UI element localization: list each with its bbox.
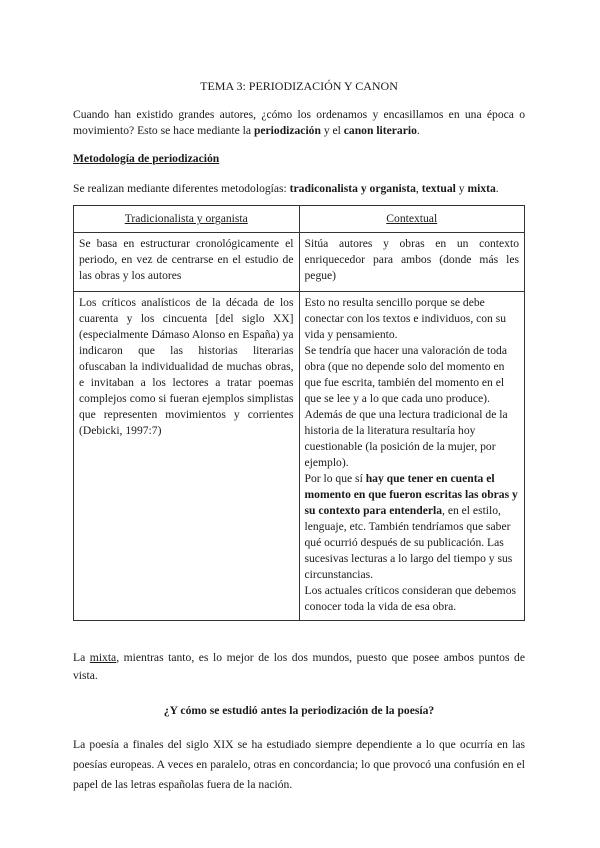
section-question-heading: ¿Y cómo se estudió antes la periodización de la poesía?	[163, 704, 435, 718]
methods-paragraph	[73, 181, 525, 197]
table-row	[74, 292, 525, 621]
intro-paragraph	[73, 107, 525, 139]
contextual-paragraph: Esto no resulta sencillo porque se debe conectar con los textos e individuos, con su vida y pensamiento.	[304, 296, 507, 342]
contextual-paragraph: Se tendría que hacer una valoración de toda obra (que no depende solo del momento en que fue escrita, también del momento en el que se lee y a lo que cada uno produce).	[304, 344, 507, 406]
table-cell-tradicionalista-definition: Se basa en estructurar cronológicamente el periodo, en vez de centrarse en el estudio de las obras y los autores	[74, 233, 300, 292]
intro-bold-canon: canon literario	[343, 123, 417, 137]
method-textual: textual	[421, 181, 456, 195]
contextual-bold-text: hay que tener en cuenta el momento en que fueron escritas las obras y su contexto para entenderla	[304, 472, 518, 518]
table-header-row	[74, 206, 525, 233]
mixta-underlined-word: mixta	[89, 651, 117, 665]
table-header-contextual: Contextual	[299, 206, 525, 233]
methodology-heading: Metodología de periodización	[73, 151, 220, 165]
intro-bold-periodizacion: periodización	[253, 123, 321, 137]
contextual-paragraph	[305, 471, 520, 583]
contextual-text: Por lo que sí	[304, 472, 366, 486]
mixta-rest: , mientras tanto, es lo mejor de los dos mundos, puesto que posee ambos puntos de vista.	[73, 651, 525, 683]
page-title: TEMA 3: PERIODIZACIÓN Y CANON	[200, 79, 398, 93]
methodology-table	[73, 205, 525, 621]
contextual-paragraph: Los actuales críticos consideran que debemos conocer toda la vida de esa obra.	[304, 584, 517, 614]
method-mixta: mixta	[467, 181, 496, 195]
table-cell-contextual-explanation	[299, 292, 525, 621]
document-page	[73, 78, 525, 795]
methods-lead: Se realizan mediante diferentes metodologías:	[73, 181, 290, 195]
table-header-tradicionalista: Tradicionalista y organista	[74, 206, 300, 233]
intro-text-1: Cuando han existido grandes autores, ¿cómo los ordenamos y encasillamos en una época o movimiento? Esto se hace mediante la	[73, 107, 525, 137]
contextual-paragraph: Además de que una lectura tradicional de la historia de la literatura resultaría hoy cuestionable (la posición de la mujer, por ejemplo).	[304, 408, 508, 470]
table-cell-contextual-definition: Sitúa autores y obras en un contexto enriquecedor para ambos (donde más les pegue)	[299, 233, 525, 292]
method-tradicionalista: tradiconalista y organista	[289, 181, 416, 195]
methods-sep-2: y	[455, 181, 468, 195]
mixta-lead: La	[73, 651, 90, 665]
intro-text-3: .	[416, 123, 420, 137]
contextual-text: , en el estilo, lenguaje, etc. También tendríamos que saber qué ocurrió después de su publicación. Las sucesivas lecturas a lo largo del tiempo y sus circunstancias.	[304, 504, 513, 582]
mixta-paragraph	[73, 649, 525, 685]
intro-text-2: y el	[320, 123, 344, 137]
methods-sep-1: ,	[415, 181, 422, 195]
poetry-paragraph: La poesía a finales del siglo XIX se ha estudiado siempre dependiente a lo que ocurría en las poesías europeas. A veces en paralelo, otras en concordancia; lo que provocó una confusión en el papel de las letras españolas fuera de la nación.	[73, 738, 525, 791]
table-row	[74, 233, 525, 292]
methods-end: .	[495, 181, 499, 195]
table-cell-tradicionalista-critique: Los críticos analísticos de la década de los cuarenta y los cincuenta [del siglo XX] (especialmente Dámaso Alonso en España) ya indicaron que las historias literarias ofuscaban la individualidad de muchas obras, e invitaban a los lectores a tratar poemas complejos como si fueran ejemplos simplistas que representen movimientos y corrientes (Debicki, 1997:7)	[74, 292, 300, 621]
